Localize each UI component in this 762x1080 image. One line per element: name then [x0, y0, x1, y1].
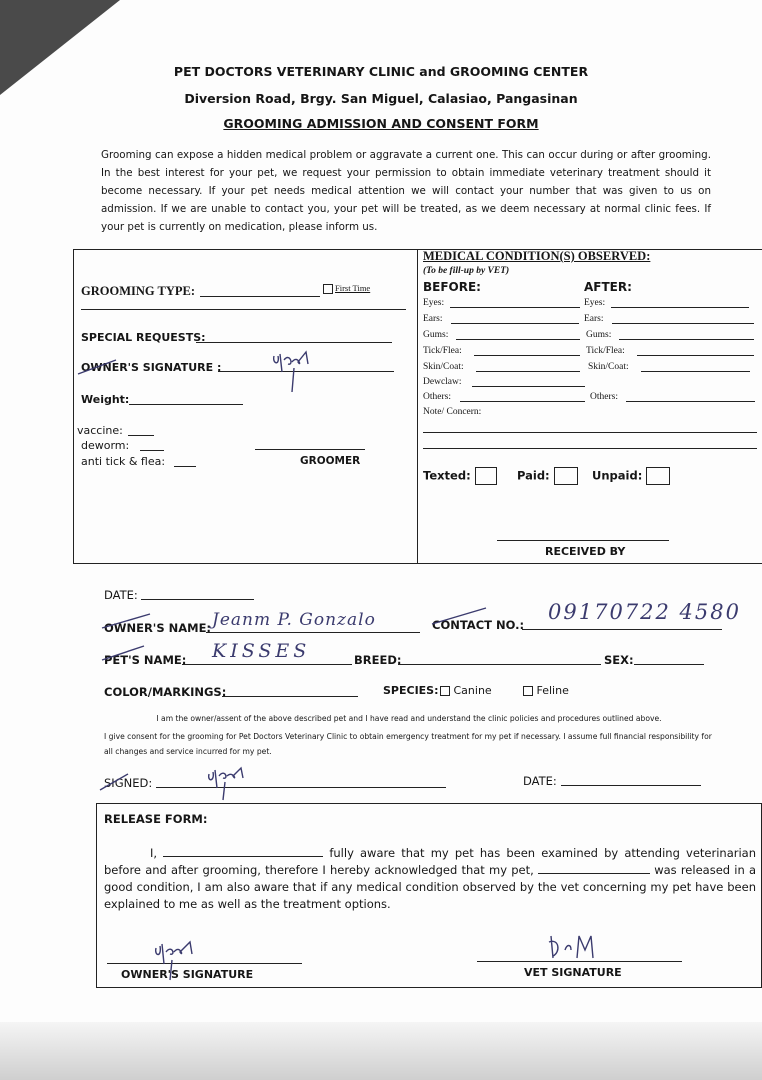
before-heading: BEFORE:	[423, 280, 481, 294]
signed-scribble	[205, 766, 255, 806]
after-gums-line[interactable]	[619, 339, 754, 340]
first-time-box[interactable]	[323, 284, 333, 294]
first-time-checkbox[interactable]	[323, 283, 370, 294]
vet-signature-label: VET SIGNATURE	[524, 966, 622, 979]
feline-option[interactable]	[523, 684, 569, 697]
paid-text: Paid:	[517, 468, 550, 483]
signed-check-mark	[98, 770, 138, 792]
texted-label	[423, 467, 497, 485]
contact-label: CONTACT NO.:	[432, 618, 525, 632]
after-gums: Gums:	[586, 330, 612, 340]
species-label: SPECIES:	[383, 684, 439, 697]
after-ears-line[interactable]	[612, 323, 754, 324]
after-skin-line[interactable]	[641, 371, 750, 372]
special-requests-line[interactable]	[196, 342, 392, 343]
paid-label	[517, 467, 578, 485]
owner-signature-label: OWNER'S SIGNATURE :	[81, 361, 222, 374]
after-tick-line[interactable]	[637, 355, 754, 356]
owner-signature-scribble	[268, 348, 320, 396]
texted-checkbox[interactable]	[475, 467, 497, 485]
texted-text: Texted:	[423, 468, 471, 483]
note-line-1[interactable]	[423, 432, 757, 433]
grooming-type-label: GROOMING TYPE:	[81, 284, 196, 298]
medical-subtitle: (To be fill-up by VET)	[423, 266, 510, 276]
breed-line[interactable]	[398, 664, 601, 665]
grooming-type-extra-line[interactable]	[81, 309, 406, 310]
vet-signature-scribble	[545, 932, 605, 964]
after-others: Others:	[590, 392, 618, 402]
after-skin: Skin/Coat:	[588, 362, 629, 372]
before-tick: Tick/Flea:	[423, 346, 462, 356]
received-by-line[interactable]	[497, 540, 669, 541]
date-line[interactable]	[141, 599, 254, 600]
first-time-label: First Time	[335, 283, 371, 293]
release-title: RELEASE FORM:	[104, 812, 208, 826]
signed-line[interactable]	[156, 787, 446, 788]
grooming-type-line[interactable]	[200, 296, 320, 297]
note-line-2[interactable]	[423, 448, 757, 449]
consent-date-line[interactable]	[561, 785, 701, 786]
release-paragraph	[104, 845, 756, 913]
canine-checkbox[interactable]	[440, 686, 450, 696]
vaccine-line[interactable]	[128, 435, 154, 436]
after-heading: AFTER:	[584, 280, 632, 294]
date-label: DATE:	[104, 588, 138, 602]
weight-line[interactable]	[129, 404, 243, 405]
note-label: Note/ Concern:	[423, 407, 482, 417]
unpaid-text: Unpaid:	[592, 468, 643, 483]
strike-mark	[76, 358, 156, 376]
feline-checkbox[interactable]	[523, 686, 533, 696]
consent-date-label: DATE:	[523, 774, 557, 788]
owner-name-label: OWNER'S NAME:	[104, 621, 212, 635]
anti-tick-label: anti tick & flea:	[81, 455, 166, 468]
canine-option[interactable]	[440, 684, 492, 697]
received-by-label: RECEIVED BY	[545, 545, 626, 558]
medical-title: MEDICAL CONDITION(S) OBSERVED:	[423, 249, 651, 263]
unpaid-label	[592, 467, 670, 485]
paid-checkbox[interactable]	[554, 467, 578, 485]
sex-line[interactable]	[634, 664, 704, 665]
before-tick-line[interactable]	[474, 355, 580, 356]
weight-label: Weight:	[81, 393, 130, 406]
before-gums-line[interactable]	[456, 339, 580, 340]
after-ears: Ears:	[584, 314, 604, 324]
before-others-line[interactable]	[460, 401, 585, 402]
special-requests-label: SPECIAL REQUESTS:	[81, 331, 206, 344]
breed-label: BREED:	[354, 653, 402, 667]
contact-check-mark	[430, 606, 500, 626]
deworm-label: deworm:	[81, 439, 130, 452]
groomer-label: GROOMER	[300, 455, 361, 467]
owner-name-value[interactable]: Jeanm P. Gonzalo	[212, 610, 376, 630]
owner-name-line[interactable]	[206, 632, 420, 633]
pet-name-label: PET'S NAME:	[104, 653, 187, 667]
before-eyes: Eyes:	[423, 298, 445, 308]
pet-name-check-mark	[100, 644, 160, 662]
before-others: Others:	[423, 392, 451, 402]
deworm-line[interactable]	[140, 450, 164, 451]
before-skin-line[interactable]	[476, 371, 580, 372]
after-eyes: Eyes:	[584, 298, 606, 308]
clinic-name: PET DOCTORS VETERINARY CLINIC and GROOMING CENTER	[173, 64, 589, 79]
sex-label: SEX:	[604, 653, 634, 667]
consent-line-2: I give consent for the grooming for Pet Doctors Veterinary Clinic to obtain emergency treatment for my pet if necessary. I assume full financial responsibility for all changes and service incurred for my pet.	[104, 732, 712, 756]
release-name-line[interactable]	[163, 846, 323, 857]
release-text-1: fully aware that my pet has been examined by attending veterinarian before and after grooming, therefore I hereby acknowledged that my pet,	[104, 846, 756, 877]
groomer-line[interactable]	[255, 449, 365, 450]
page-edge-shadow	[0, 1022, 762, 1080]
before-eyes-line[interactable]	[450, 307, 580, 308]
release-i: I,	[150, 846, 158, 860]
release-pet-line[interactable]	[538, 863, 650, 874]
signed-label: SIGNED:	[104, 776, 153, 790]
consent-line-1: I am the owner/assent of the above described pet and I have read and understand the clinic policies and procedures outlined above.	[156, 714, 662, 723]
vaccine-label: vaccine:	[77, 424, 123, 437]
before-dewclaw: Dewclaw:	[423, 377, 462, 387]
contact-line[interactable]	[522, 629, 722, 630]
contact-value[interactable]: 09170722 4580	[548, 600, 742, 624]
after-eyes-line[interactable]	[611, 307, 749, 308]
before-gums: Gums:	[423, 330, 449, 340]
feline-label: Feline	[536, 684, 569, 697]
before-ears-line[interactable]	[451, 323, 579, 324]
owner-name-check-mark	[100, 612, 170, 630]
form-title: GROOMING ADMISSION AND CONSENT FORM	[223, 116, 539, 131]
anti-tick-line[interactable]	[174, 466, 196, 467]
pet-name-line[interactable]	[182, 664, 352, 665]
intro-paragraph: Grooming can expose a hidden medical problem or aggravate a current one. This can occur during or after grooming. In the best interest for your pet, we request your permission to obtain immediate veterinary treatment should it become necessary. If your pet needs medical attention we will contact your number that was given to us on admission. If we are unable to contact you, your pet will be treated, as we deem necessary at normal clinic fees. If your pet is currently on medication, please inform us.	[101, 149, 711, 233]
before-ears: Ears:	[423, 314, 443, 324]
color-line[interactable]	[222, 696, 358, 697]
unpaid-checkbox[interactable]	[646, 467, 670, 485]
canine-label: Canine	[453, 684, 492, 697]
pet-name-value[interactable]: KISSES	[212, 640, 311, 662]
release-text-2: was released in a good condition, I am also aware that if any medical condition observed by the vet concerning my pet have been explained to me as well as the treatment options.	[104, 863, 757, 911]
before-dewclaw-line[interactable]	[472, 386, 585, 387]
after-others-line[interactable]	[626, 401, 755, 402]
folded-corner	[0, 0, 120, 95]
clinic-address: Diversion Road, Brgy. San Miguel, Calasiao, Pangasinan	[184, 91, 578, 106]
release-owner-signature-label: OWNER'S SIGNATURE	[121, 968, 254, 981]
before-skin: Skin/Coat:	[423, 362, 464, 372]
color-label: COLOR/MARKINGS:	[104, 685, 227, 699]
after-tick: Tick/Flea:	[586, 346, 625, 356]
